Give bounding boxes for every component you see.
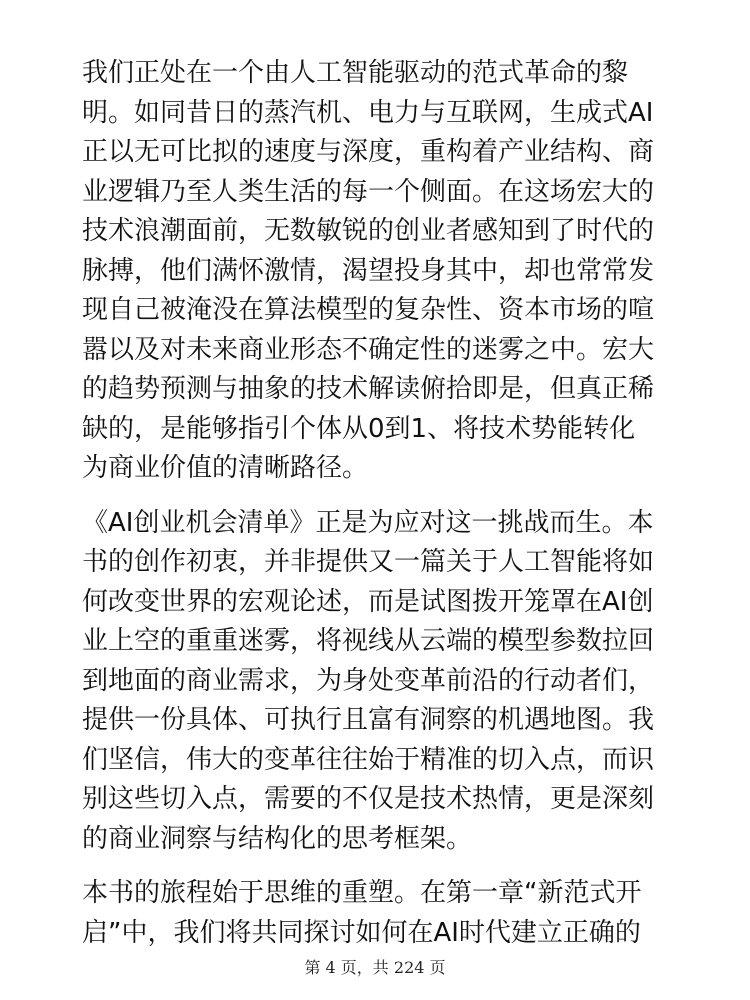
text-line: 脉搏，他们满怀激情，渴望投身其中，却也常常发 [82,255,655,286]
page-number-footer: 第 4 页，共 224 页 [304,958,446,977]
text-line: 的商业洞察与结构化的思考框架。 [82,823,473,854]
text-line: 《AI创业机会清单》正是为应对这一挑战而生。本 [82,507,654,538]
paragraph [82,54,672,489]
text-line: 我们正处在一个由人工智能驱动的范式革命的黎 [82,58,629,88]
body-text [82,54,672,968]
text-line: 业逻辑乃至人类生活的每一个侧面。在这场宏大的 [82,176,655,207]
text-line: 正以无可比拟的速度与深度，重构着产业结构、商 [82,137,655,167]
text-line: 的趋势预测与抽象的技术解读俯拾即是，但真正稀 [82,374,655,404]
text-line: 别这些切入点，需要的不仅是技术热情，更是深刻 [82,784,655,814]
text-line: 启”中，我们将共同探讨如何在AI时代建立正确的 [82,917,641,948]
text-line: 缺的，是能够指引个体从0到1、将技术势能转化 [82,413,636,444]
text-line: 明。如同昔日的蒸汽机、电力与互联网，生成式AI [82,97,654,128]
text-line: 们坚信，伟大的变革往往始于精准的切入点，而识 [82,744,655,775]
text-line: 本书的旅程始于思维的重塑。在第一章“新范式开 [82,878,642,908]
text-line: 为商业价值的清晰路径。 [82,453,369,483]
text-line: 技术浪潮面前，无数敏锐的创业者感知到了时代的 [82,216,655,246]
text-line: 嚣以及对未来商业形态不确定性的迷雾之中。宏大 [82,334,655,365]
text-line: 何改变世界的宏观论述，而是试图拨开笼罩在AI创 [82,586,654,617]
text-line: 提供一份具体、可执行且富有洞察的机遇地图。我 [82,705,655,735]
text-line: 业上空的重重迷雾，将视线从云端的模型参数拉回 [82,626,655,656]
paragraph [82,874,672,953]
paragraph [82,504,672,860]
text-line: 书的创作初衷，并非提供又一篇关于人工智能将如 [82,547,655,577]
text-line: 现自己被淹没在算法模型的复杂性、资本市场的喧 [82,295,655,325]
text-line: 到地面的商业需求，为身处变革前沿的行动者们， [82,665,655,696]
